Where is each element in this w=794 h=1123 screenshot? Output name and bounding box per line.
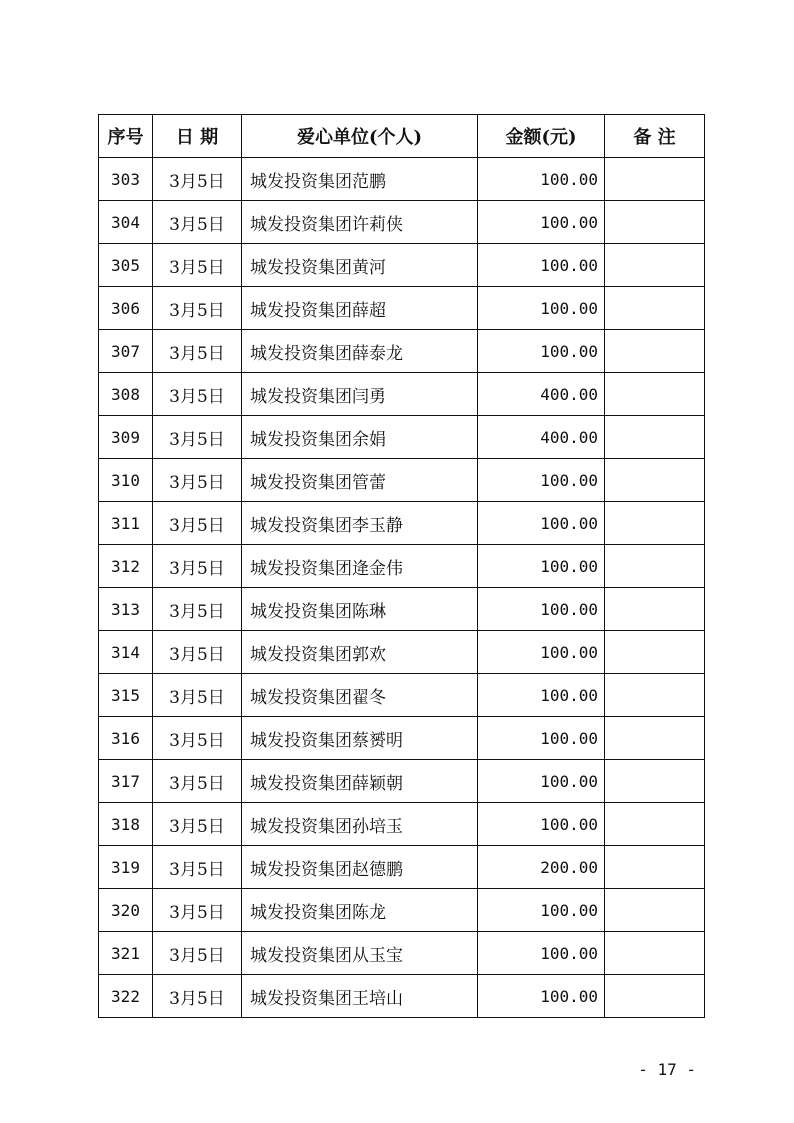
cell-donor: 城发投资集团郭欢 (242, 631, 478, 674)
header-note: 备 注 (605, 115, 705, 158)
cell-donor: 城发投资集团闫勇 (242, 373, 478, 416)
table-row (99, 158, 705, 201)
cell-serial-number: 306 (99, 287, 153, 330)
cell-note (605, 373, 705, 416)
cell-donor: 城发投资集团陈龙 (242, 889, 478, 932)
cell-note (605, 330, 705, 373)
cell-date: 3月5日 (153, 373, 242, 416)
cell-serial-number: 317 (99, 760, 153, 803)
cell-serial-number: 321 (99, 932, 153, 975)
cell-serial-number: 303 (99, 158, 153, 201)
table-row (99, 459, 705, 502)
cell-date: 3月5日 (153, 588, 242, 631)
cell-amount: 400.00 (478, 373, 605, 416)
table-row (99, 932, 705, 975)
cell-serial-number: 310 (99, 459, 153, 502)
cell-donor: 城发投资集团蔡赟明 (242, 717, 478, 760)
header-serial-number: 序号 (99, 115, 153, 158)
cell-date: 3月5日 (153, 158, 242, 201)
cell-note (605, 201, 705, 244)
cell-donor: 城发投资集团薛超 (242, 287, 478, 330)
cell-note (605, 416, 705, 459)
table-row (99, 588, 705, 631)
cell-serial-number: 319 (99, 846, 153, 889)
cell-serial-number: 313 (99, 588, 153, 631)
cell-date: 3月5日 (153, 932, 242, 975)
table-body (99, 158, 705, 1018)
cell-donor: 城发投资集团管蕾 (242, 459, 478, 502)
cell-donor: 城发投资集团薛颖朝 (242, 760, 478, 803)
cell-date: 3月5日 (153, 803, 242, 846)
cell-donor: 城发投资集团范鹏 (242, 158, 478, 201)
cell-note (605, 803, 705, 846)
cell-date: 3月5日 (153, 502, 242, 545)
cell-amount: 100.00 (478, 287, 605, 330)
cell-date: 3月5日 (153, 674, 242, 717)
cell-amount: 100.00 (478, 330, 605, 373)
cell-note (605, 158, 705, 201)
table-row (99, 803, 705, 846)
table-header-row (99, 115, 705, 158)
cell-date: 3月5日 (153, 459, 242, 502)
cell-donor: 城发投资集团翟冬 (242, 674, 478, 717)
cell-date: 3月5日 (153, 889, 242, 932)
cell-note (605, 545, 705, 588)
table-row (99, 373, 705, 416)
cell-donor: 城发投资集团薛泰龙 (242, 330, 478, 373)
cell-serial-number: 312 (99, 545, 153, 588)
cell-date: 3月5日 (153, 846, 242, 889)
cell-amount: 100.00 (478, 889, 605, 932)
cell-date: 3月5日 (153, 244, 242, 287)
cell-serial-number: 307 (99, 330, 153, 373)
cell-serial-number: 314 (99, 631, 153, 674)
cell-serial-number: 318 (99, 803, 153, 846)
table-row (99, 889, 705, 932)
header-date: 日 期 (153, 115, 242, 158)
table-row (99, 330, 705, 373)
cell-amount: 400.00 (478, 416, 605, 459)
cell-date: 3月5日 (153, 760, 242, 803)
cell-note (605, 889, 705, 932)
cell-note (605, 846, 705, 889)
cell-date: 3月5日 (153, 545, 242, 588)
header-donor: 爱心单位(个人) (242, 115, 478, 158)
cell-donor: 城发投资集团王培山 (242, 975, 478, 1018)
cell-note (605, 631, 705, 674)
cell-note (605, 717, 705, 760)
cell-note (605, 674, 705, 717)
cell-date: 3月5日 (153, 287, 242, 330)
donation-table (98, 114, 705, 1018)
table-row (99, 244, 705, 287)
cell-amount: 100.00 (478, 932, 605, 975)
cell-amount: 100.00 (478, 459, 605, 502)
cell-note (605, 244, 705, 287)
cell-serial-number: 316 (99, 717, 153, 760)
table-row (99, 545, 705, 588)
page-number: - 17 - (638, 1060, 696, 1079)
table-row (99, 287, 705, 330)
cell-amount: 100.00 (478, 588, 605, 631)
cell-amount: 100.00 (478, 760, 605, 803)
cell-note (605, 459, 705, 502)
cell-serial-number: 304 (99, 201, 153, 244)
cell-amount: 100.00 (478, 201, 605, 244)
cell-donor: 城发投资集团孙培玉 (242, 803, 478, 846)
cell-amount: 100.00 (478, 158, 605, 201)
table-row (99, 201, 705, 244)
cell-amount: 100.00 (478, 502, 605, 545)
table-row (99, 502, 705, 545)
cell-donor: 城发投资集团陈琳 (242, 588, 478, 631)
cell-serial-number: 305 (99, 244, 153, 287)
cell-note (605, 287, 705, 330)
table-row (99, 416, 705, 459)
cell-amount: 100.00 (478, 631, 605, 674)
cell-amount: 100.00 (478, 244, 605, 287)
cell-serial-number: 322 (99, 975, 153, 1018)
cell-note (605, 975, 705, 1018)
cell-donor: 城发投资集团逄金伟 (242, 545, 478, 588)
cell-amount: 200.00 (478, 846, 605, 889)
cell-note (605, 760, 705, 803)
table-row (99, 846, 705, 889)
cell-date: 3月5日 (153, 631, 242, 674)
table-row (99, 760, 705, 803)
table-row (99, 717, 705, 760)
cell-note (605, 588, 705, 631)
cell-date: 3月5日 (153, 416, 242, 459)
cell-serial-number: 308 (99, 373, 153, 416)
cell-donor: 城发投资集团李玉静 (242, 502, 478, 545)
cell-serial-number: 311 (99, 502, 153, 545)
cell-serial-number: 320 (99, 889, 153, 932)
table-row (99, 674, 705, 717)
cell-amount: 100.00 (478, 717, 605, 760)
cell-serial-number: 315 (99, 674, 153, 717)
cell-donor: 城发投资集团赵德鹏 (242, 846, 478, 889)
cell-serial-number: 309 (99, 416, 153, 459)
cell-date: 3月5日 (153, 975, 242, 1018)
table-row (99, 631, 705, 674)
cell-amount: 100.00 (478, 674, 605, 717)
cell-amount: 100.00 (478, 545, 605, 588)
cell-date: 3月5日 (153, 717, 242, 760)
cell-date: 3月5日 (153, 201, 242, 244)
cell-donor: 城发投资集团从玉宝 (242, 932, 478, 975)
cell-donor: 城发投资集团黄河 (242, 244, 478, 287)
cell-note (605, 502, 705, 545)
cell-donor: 城发投资集团许莉侠 (242, 201, 478, 244)
cell-amount: 100.00 (478, 975, 605, 1018)
header-amount: 金额(元) (478, 115, 605, 158)
table-row (99, 975, 705, 1018)
cell-donor: 城发投资集团余娟 (242, 416, 478, 459)
cell-note (605, 932, 705, 975)
cell-date: 3月5日 (153, 330, 242, 373)
cell-amount: 100.00 (478, 803, 605, 846)
